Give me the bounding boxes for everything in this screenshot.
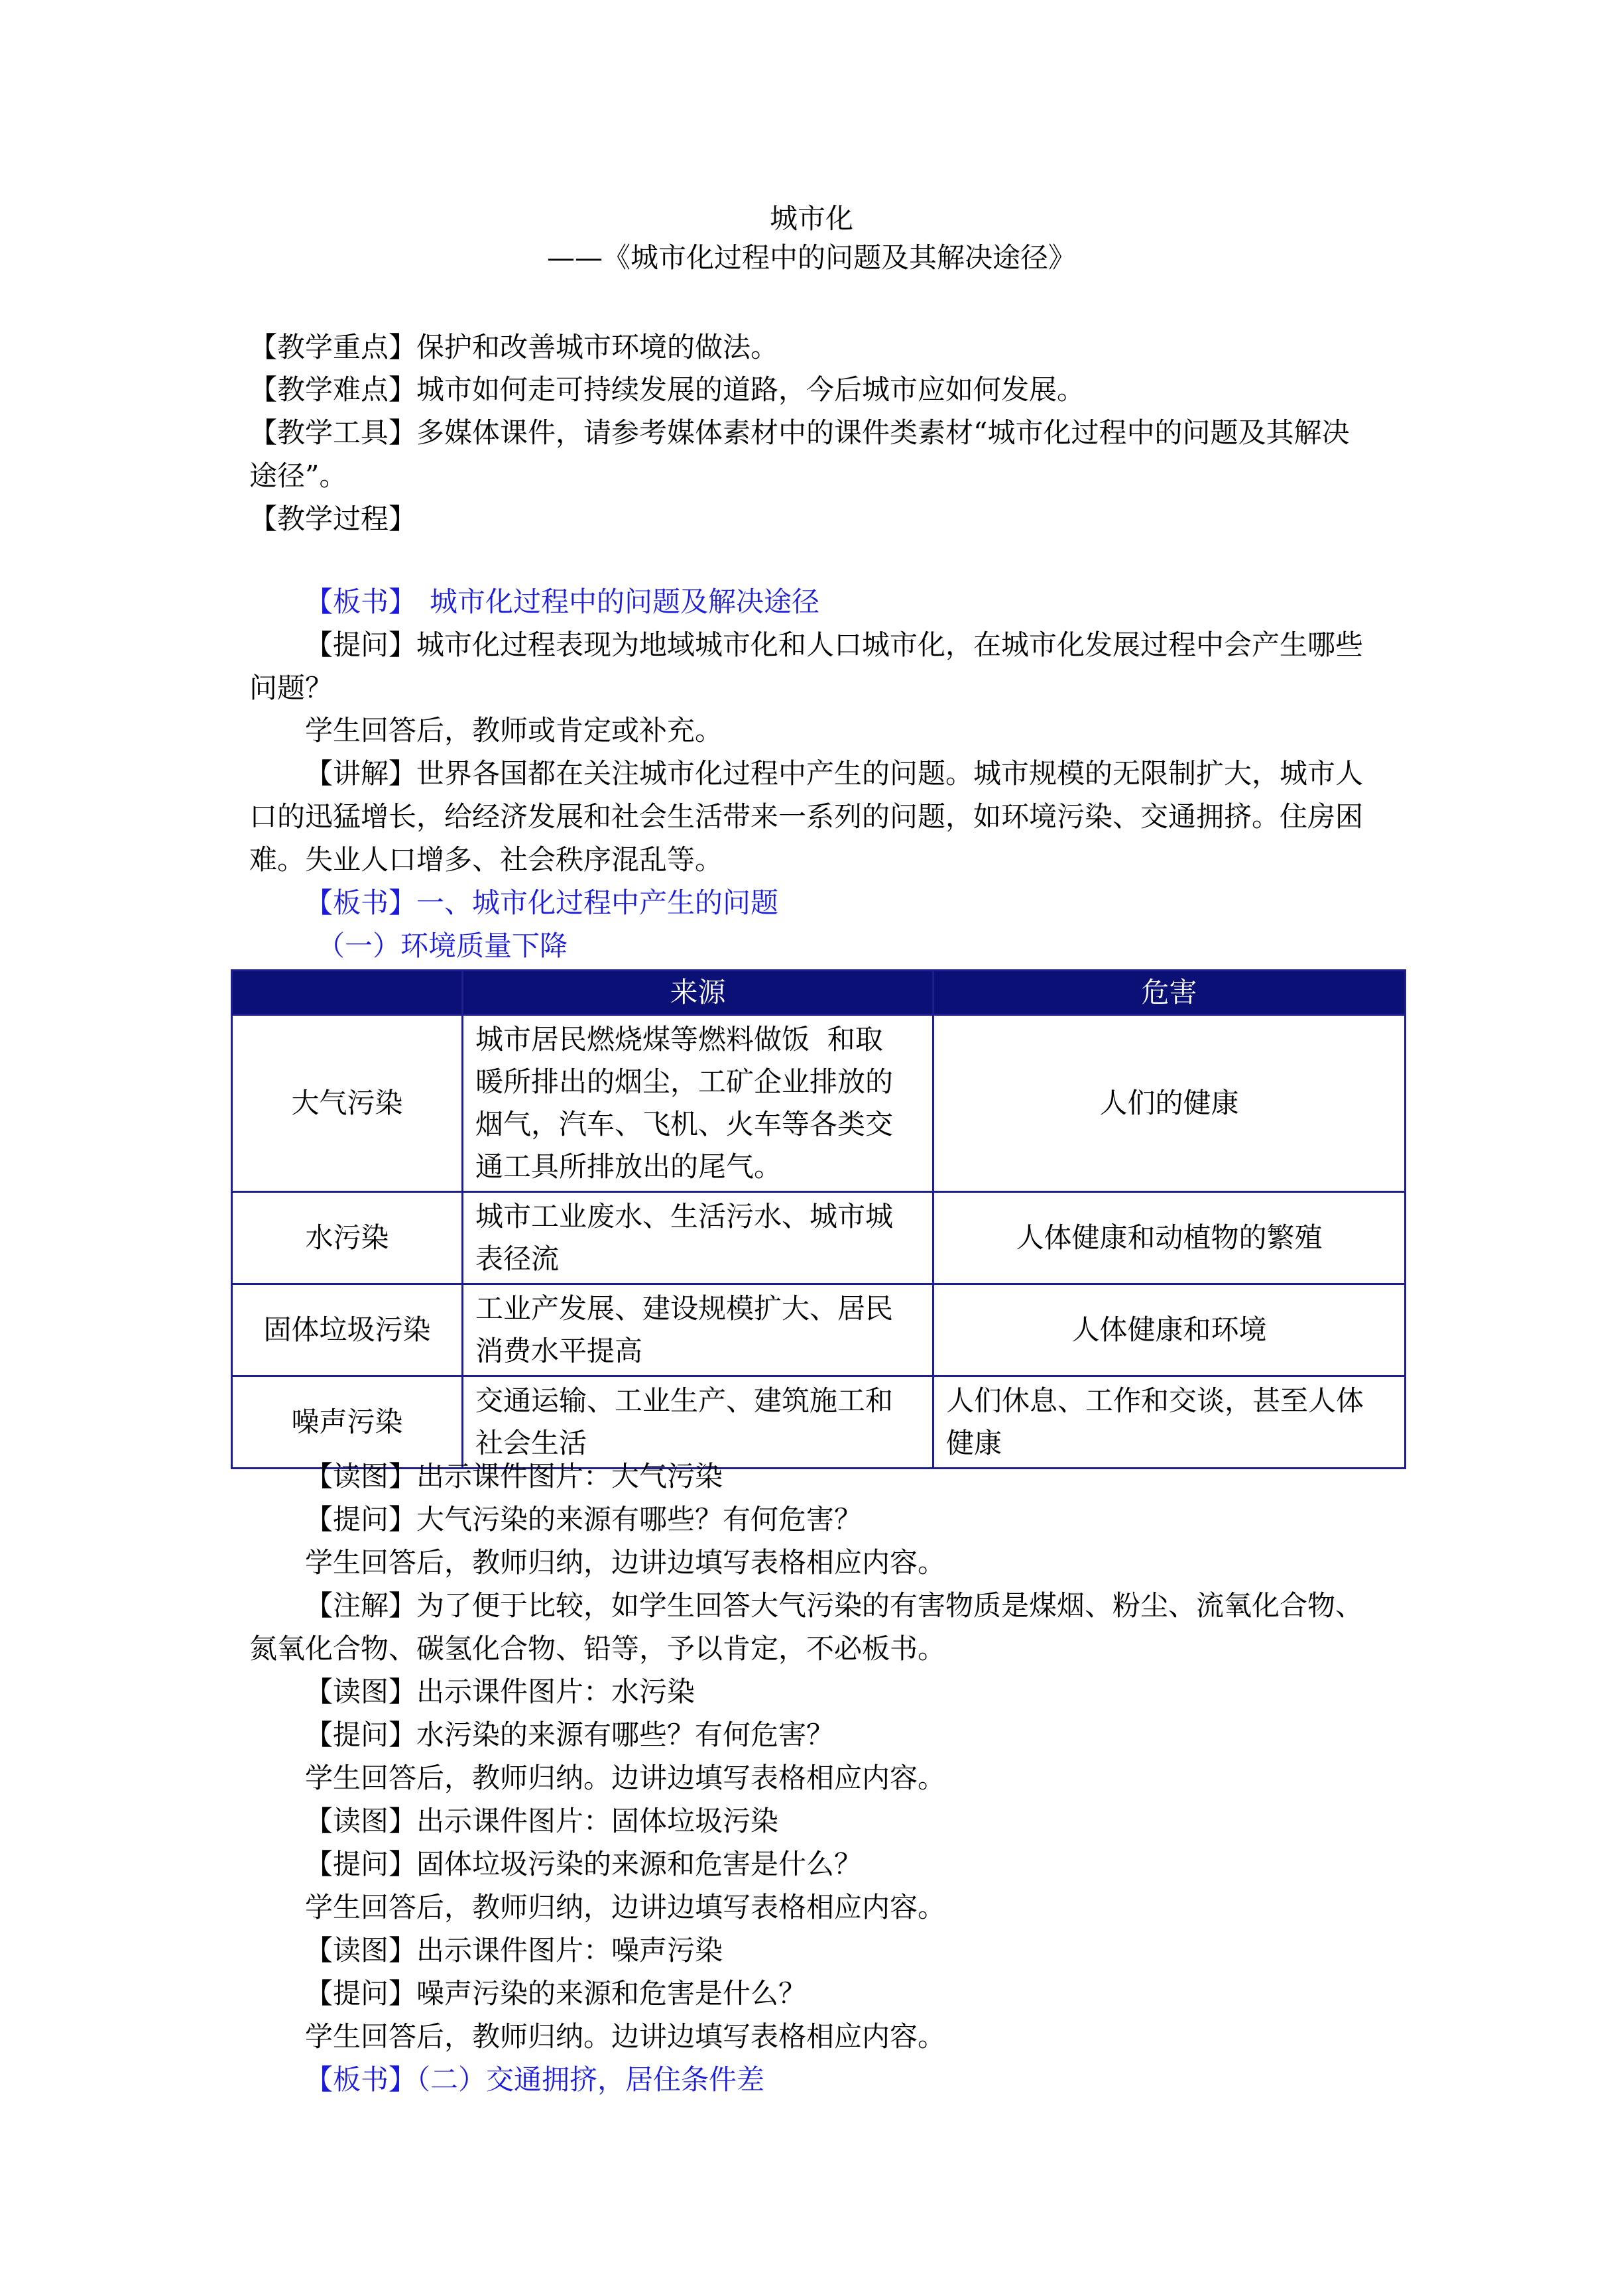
question-text: 城市化过程表现为地域城市化和人口城市化，在城市化发展过程中会产生哪些 (416, 629, 1364, 661)
board-text: （二）交通拥挤，居住条件差 (416, 2063, 765, 2096)
source-line: 暖所排出的烟尘，工矿企业排放的 (475, 1065, 894, 1098)
board-text: 一、城市化过程中产生的问题 (416, 886, 779, 919)
source-line: 社会生活 (475, 1427, 587, 1459)
table-header-cell (232, 971, 463, 1015)
table-row (232, 1376, 1406, 1469)
source-line: 表径流 (475, 1242, 560, 1275)
board-heading-1 (305, 581, 819, 623)
line-label: 【提问】 (305, 1719, 417, 1751)
process-label: 【教学过程】 (249, 503, 417, 535)
line-label: 【提问】 (305, 1977, 417, 2010)
line-text: 固体垃圾污染的来源和危害是什么？ (416, 1848, 863, 1880)
difficulty-line (249, 369, 1085, 411)
table-header-row (232, 971, 1406, 1015)
harm-line: 人体健康和动植物的繁殖 (1016, 1221, 1323, 1254)
line-text: 大气污染的来源有哪些？有何危害？ (416, 1503, 863, 1536)
harm-line: 人体健康和环境 (1071, 1313, 1267, 1346)
line-text: 出示课件图片：噪声污染 (416, 1934, 723, 1966)
after-line (305, 1455, 723, 1498)
explain-label: 【讲解】 (305, 757, 417, 790)
table-header-cell: 来源 (463, 971, 933, 1015)
line-label: 【提问】 (305, 1848, 417, 1880)
question-1 (305, 624, 1363, 666)
after-line (305, 1671, 695, 1713)
source-line: 工业产发展、建设规模扩大、居民 (475, 1292, 894, 1325)
source-line: 城市工业废水、生活污水、城市城 (475, 1200, 894, 1233)
after-line (305, 1585, 1363, 1627)
line-label: 【读图】 (305, 1805, 417, 1837)
answer-1: 学生回答后，教师或肯定或补充。 (305, 714, 723, 747)
after-line: 氮氧化合物、碳氢化合物、铅等，予以肯定，不必板书。 (249, 1632, 946, 1665)
key-point-text: 保护和改善城市环境的做法。 (416, 331, 779, 363)
board-heading-2 (305, 882, 778, 924)
line-label: 【读图】 (305, 1934, 417, 1966)
difficulty-label: 【教学难点】 (249, 373, 417, 406)
table-row (232, 1015, 1406, 1192)
tools-text: 多媒体课件，请参考媒体素材中的课件类素材“城市化过程中的问题及其解决 (416, 416, 1350, 449)
explain-line (305, 753, 1363, 795)
key-point-label: 【教学重点】 (249, 331, 417, 363)
pollution-source (463, 1192, 933, 1284)
explain-text: 世界各国都在关注城市化过程中产生的问题。城市规模的无限制扩大，城市人 (416, 757, 1364, 790)
pollution-source (463, 1284, 933, 1376)
pollution-harm (933, 1015, 1406, 1192)
after-line: 学生回答后，教师归纳，边讲边填写表格相应内容。 (305, 1546, 946, 1579)
pollution-name: 水污染 (232, 1192, 463, 1284)
explain-cont-2: 难。失业人口增多、社会秩序混乱等。 (249, 843, 723, 876)
board-label: 【板书】 (305, 886, 417, 919)
board-heading-3 (305, 2059, 764, 2101)
question-1-cont: 问题？ (249, 672, 333, 704)
source-line: 交通运输、工业生产、建筑施工和 (475, 1384, 894, 1417)
line-label: 【注解】 (305, 1589, 417, 1622)
after-line: 学生回答后，教师归纳，边讲边填写表格相应内容。 (305, 1891, 946, 1923)
difficulty-text: 城市如何走可持续发展的道路，今后城市应如何发展。 (416, 373, 1085, 406)
pollution-source (463, 1015, 933, 1192)
tools-label: 【教学工具】 (249, 416, 417, 449)
harm-line: 健康 (946, 1427, 1002, 1459)
pollution-name: 大气污染 (232, 1015, 463, 1192)
source-line: 城市居民燃烧煤等燃料做饭 和取 (475, 1023, 883, 1056)
table-header-cell: 危害 (933, 971, 1406, 1015)
line-label: 【提问】 (305, 1503, 417, 1536)
line-text: 噪声污染的来源和危害是什么？ (416, 1977, 807, 2010)
after-line (305, 1843, 862, 1886)
pollution-harm (933, 1192, 1406, 1284)
board-label: 【板书】 (305, 2063, 417, 2096)
after-line: 学生回答后，教师归纳。边讲边填写表格相应内容。 (305, 1762, 946, 1794)
pollution-name: 噪声污染 (232, 1376, 463, 1469)
board-subheading: （一）环境质量下降 (317, 930, 568, 962)
pollution-name: 固体垃圾污染 (232, 1284, 463, 1376)
key-point-line (249, 326, 778, 369)
question-label: 【提问】 (305, 629, 417, 661)
source-line: 消费水平提高 (475, 1335, 643, 1367)
after-line: 学生回答后，教师归纳。边讲边填写表格相应内容。 (305, 2020, 946, 2053)
table-row (232, 1284, 1406, 1376)
line-text: 出示课件图片：水污染 (416, 1675, 695, 1708)
line-text: 为了便于比较，如学生回答大气污染的有害物质是煤烟、粉尘、流氧化合物、 (416, 1589, 1364, 1622)
after-line (305, 1714, 834, 1756)
source-line: 通工具所排放出的尾气。 (475, 1150, 782, 1183)
board-text: 城市化过程中的问题及解决途径 (430, 585, 820, 618)
tools-line (249, 412, 1350, 454)
line-text: 出示课件图片：大气污染 (416, 1460, 723, 1492)
pollution-harm (933, 1376, 1406, 1469)
board-label: 【板书】 (305, 585, 417, 618)
line-label: 【读图】 (305, 1675, 417, 1708)
line-text: 出示课件图片：固体垃圾污染 (416, 1805, 779, 1837)
harm-line: 人们的健康 (1099, 1087, 1239, 1119)
doc-title: 城市化 (769, 202, 853, 235)
after-line (305, 1498, 862, 1541)
explain-cont-1: 口的迅猛增长，给经济发展和社会生活带来一系列的问题，如环境污染、交通拥挤。住房困 (249, 800, 1364, 833)
pollution-source (463, 1376, 933, 1469)
after-line (305, 1929, 723, 1972)
line-label: 【读图】 (305, 1460, 417, 1492)
table-row (232, 1192, 1406, 1284)
tools-line-cont: 途径”。 (249, 459, 347, 492)
doc-subtitle: ——《城市化过程中的问题及其解决途径》 (546, 241, 1076, 274)
after-line (305, 1972, 806, 2015)
source-line: 烟气，汽车、飞机、火车等各类交 (475, 1108, 894, 1140)
pollution-harm (933, 1284, 1406, 1376)
harm-line: 人们休息、工作和交谈，甚至人体 (946, 1384, 1364, 1417)
pollution-table (231, 969, 1406, 1469)
line-text: 水污染的来源有哪些？有何危害？ (416, 1719, 835, 1751)
after-line (305, 1800, 778, 1843)
